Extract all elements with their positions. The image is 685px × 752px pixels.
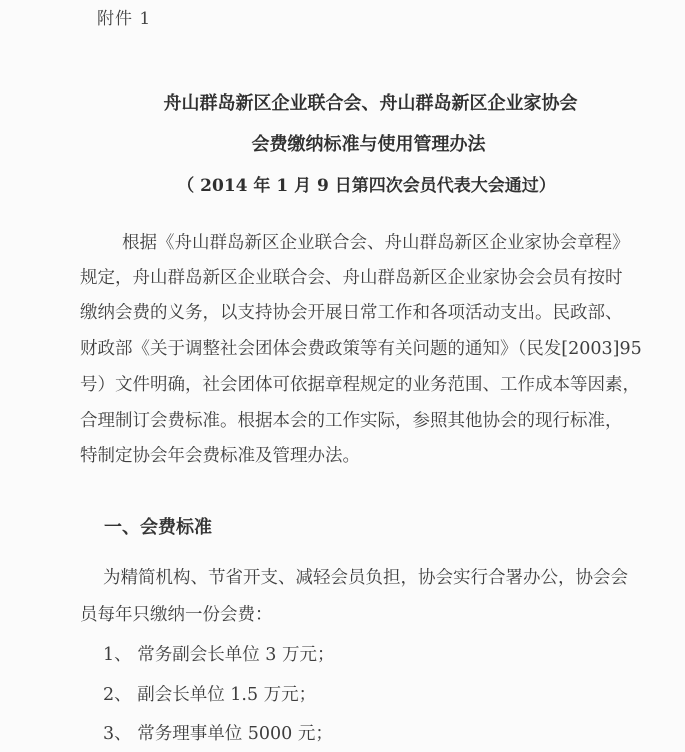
- section1-line: 为精简机构、节省开支、减轻会员负担，协会实行合署办公，协会会: [103, 568, 628, 588]
- attachment-label: 附件 1: [97, 9, 152, 29]
- section-heading-fee-standard: 一、会费标准: [104, 517, 212, 538]
- fee-item: 3、 常务理事单位 5000 元；: [103, 724, 333, 744]
- intro-line: 缴纳会费的义务，以支持协会开展日常工作和各项活动支出。民政部、: [80, 303, 623, 323]
- intro-line: 号）文件明确，社会团体可依据章程规定的业务范围、工作成本等因素，: [80, 375, 640, 395]
- document-title-line-1: 舟山群岛新区企业联合会、舟山群岛新区企业家协会: [163, 93, 578, 114]
- intro-line: 根据《舟山群岛新区企业联合会、舟山群岛新区企业家协会章程》: [122, 233, 630, 253]
- fee-item: 2、 副会长单位 1.5 万元；: [103, 685, 317, 705]
- document-title-line-2: 会费缴纳标准与使用管理办法: [251, 134, 486, 155]
- fee-item: 1、 常务副会长单位 3 万元；: [103, 645, 335, 665]
- intro-line: 财政部《关于调整社会团体会费政策等有关问题的通知》（民发[2003]95: [80, 339, 642, 359]
- intro-line: 规定，舟山群岛新区企业联合会、舟山群岛新区企业家协会会员有按时: [80, 268, 623, 288]
- intro-line: 特制定协会年会费标准及管理办法。: [80, 446, 360, 466]
- section1-line: 员每年只缴纳一份会费：: [80, 605, 273, 625]
- intro-line: 合理制订会费标准。根据本会的工作实际，参照其他协会的现行标准，: [80, 411, 623, 431]
- document-title-date: （ 2014 年 1 月 9 日第四次会员代表大会通过）: [177, 176, 556, 196]
